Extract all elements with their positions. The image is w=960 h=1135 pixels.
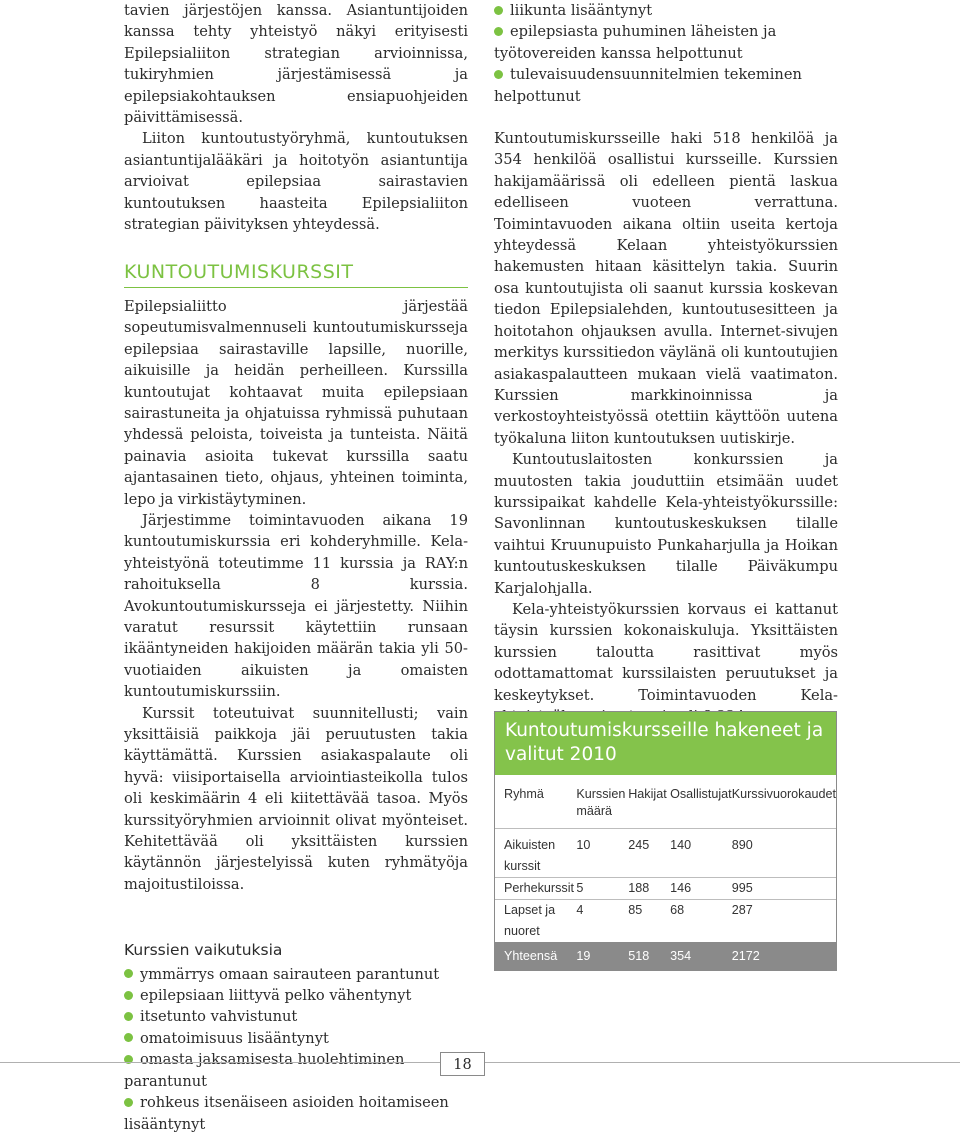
column-header: Kurssien määrä bbox=[576, 787, 626, 818]
cell-courses: 4 bbox=[576, 900, 628, 943]
right-column bbox=[494, 0, 838, 727]
bullet-dot-icon bbox=[124, 1033, 133, 1042]
list-item-text: epilepsiaan liittyvä pelko vähentynyt bbox=[140, 987, 412, 1005]
paragraph: Kuntoutumiskursseille haki 518 henkilöä ja 354 henkilöä osallistui kursseille. Kurssien hakijamäärissä oli edelleen pientä laskua edelliseen vuoteen verrattuna. Toimintavuoden aikana oltiin useita kertoja yhteydessä Kelaan yhteistyökurssien hakemusten hitaan käsittelyn takia. Suurin osa kuntoutujista oli saanut kurssia koskevan tiedon Epilepsialehden, kuntoutusesitteen ja hoitotahon ohjauksen avulla. Internet-sivujen merkitys kurssitiedon väylänä oli kuntoutujien asiakaspalautteen mukaan vielä vaatimaton. Kurssien markkinoinnissa ja verkostoyhteistyössä otettiin käyttöön uutena työkaluna liiton kuntoutuksen uutiskirje. bbox=[494, 130, 838, 447]
bullet-dot-icon bbox=[494, 27, 503, 36]
list-item-text: ymmärrys omaan sairauteen parantunut bbox=[140, 965, 440, 983]
paragraph: Kela-yhteistyökurssien korvaus ei kattanut täysin kurssien kokonaiskuluja. Yksittäisten kurssien taloutta rasittivat myös odottamattomat kurssilaisten peruutukset ja keskeytykset. Toimintavuoden Kela- bbox=[494, 600, 838, 704]
bullet-dot-icon bbox=[124, 1098, 133, 1107]
column-header: Ryhmä bbox=[504, 787, 544, 801]
cell-days: 2172 bbox=[732, 942, 836, 970]
list-item bbox=[124, 1092, 468, 1135]
cell-applicants: 188 bbox=[628, 878, 670, 900]
table-header-row bbox=[495, 775, 836, 829]
cell-group: Lapset ja nuoret bbox=[495, 900, 576, 943]
list-item bbox=[124, 1049, 468, 1092]
paragraph: Järjestimme toimintavuoden aikana 19 kuntoutumiskurssia eri kohderyhmille. Kela-yhteistyönä toteutimme 11 kurssia ja RAY:n rahoituksella 8 kurssia. Avokuntoutumiskursseja ei järjestetty. Niihin varatut resurssit käytettiin runsaan ikääntyneiden hakijoiden määrän takia yli 50-vuotiaiden aikuisten ja omaisten kuntoutumiskurssiin. bbox=[124, 511, 468, 701]
table-row bbox=[495, 900, 836, 943]
subheading: Kurssien vaikutuksia bbox=[124, 941, 283, 960]
list-item-text: rohkeus itsenäiseen asioiden hoitamiseen lisääntynyt bbox=[124, 1094, 449, 1133]
bullet-dot-icon bbox=[494, 70, 503, 79]
paragraph: tavien järjestöjen kanssa. Asiantuntijoiden kanssa tehty yhteistyö näkyi erityisesti Epilepsialiiton strategian arvioinnissa, tukiryhmien järjestämisessä ja epilepsiakohtauksen ensiapuohjeiden päivittämisessä. bbox=[124, 2, 468, 127]
spacer bbox=[494, 107, 838, 128]
cell-group: Perhekurssit bbox=[495, 878, 576, 900]
data-table bbox=[495, 775, 836, 970]
column-header: Kurssivuorokaudet bbox=[731, 787, 836, 801]
list-item bbox=[494, 21, 838, 64]
cell-group: Aikuisten kurssit bbox=[495, 829, 576, 878]
effects-list bbox=[124, 964, 468, 1135]
table-total-row bbox=[495, 942, 836, 970]
page-number: 18 bbox=[440, 1052, 485, 1076]
cell-courses: 5 bbox=[576, 878, 628, 900]
cell-courses: 19 bbox=[576, 942, 628, 970]
list-item bbox=[124, 964, 468, 985]
list-item-text: omatoimisuus lisääntynyt bbox=[140, 1029, 329, 1047]
cell-participants: 354 bbox=[670, 942, 732, 970]
column-header: Osallistujat bbox=[670, 787, 732, 801]
bullet-dot-icon bbox=[124, 991, 133, 1000]
list-item bbox=[124, 1006, 468, 1027]
cell-courses: 10 bbox=[576, 829, 628, 878]
list-item bbox=[494, 64, 838, 107]
list-item bbox=[124, 985, 468, 1006]
bullet-dot-icon bbox=[124, 1012, 133, 1021]
cell-applicants: 518 bbox=[628, 942, 670, 970]
cell-applicants: 245 bbox=[628, 829, 670, 878]
table-row bbox=[495, 878, 836, 900]
paragraph: Liiton kuntoutustyöryhmä, kuntoutuksen asiantuntijalääkäri ja hoitotyön asiantuntija arvioivat epilepsiaa sairastavien kuntoutuksen haasteita Epilepsialiiton strategian päivityksen yhteydessä. bbox=[124, 130, 468, 234]
list-item-text: itsetunto vahvistunut bbox=[140, 1008, 298, 1026]
table-row bbox=[495, 829, 836, 878]
section-heading: KUNTOUTUMISKURSSIT bbox=[124, 262, 468, 287]
table-title: Kuntoutumiskursseille hakeneet ja valitut 2010 bbox=[495, 712, 836, 775]
cell-days: 995 bbox=[732, 878, 836, 900]
paragraph: Kuntoutuslaitosten konkurssien ja muutosten takia jouduttiin etsimään uudet kurssipaikat kahdelle Kela-yhteistyökurssille: Savonlinnan kuntoutuskeskuksen tilalle vaihtui Kruunupuisto Punkaharjulla ja Hoikan kuntoutuskeskuksen tilalle Päiväkumpu Karjalohjalla. bbox=[494, 451, 838, 597]
cell-participants: 140 bbox=[670, 829, 732, 878]
cell-days: 287 bbox=[732, 900, 836, 943]
column-header: Hakijat bbox=[628, 787, 667, 801]
list-item bbox=[124, 1028, 468, 1049]
cell-applicants: 85 bbox=[628, 900, 670, 943]
list-item bbox=[494, 0, 838, 21]
effects-list-continued bbox=[494, 0, 838, 107]
list-item-text: liikunta lisääntynyt bbox=[510, 2, 653, 19]
cell-participants: 68 bbox=[670, 900, 732, 943]
course-applicants-table bbox=[494, 711, 837, 971]
cell-participants: 146 bbox=[670, 878, 732, 900]
cell-group: Yhteensä bbox=[495, 942, 576, 970]
cell-days: 890 bbox=[732, 829, 836, 878]
paragraph: Kurssit toteutuivat suunnitellusti; vain yksittäisiä paikkoja jäi peruutusten takia käyttämättä. Kurssien asiakaspalaute oli hyvä: viisiportaisella arviointiasteikolla tulos oli keskimäärin 4 eli kiitettävää tasoa. Myös kurssityöryhmien arvioinnit olivat myönteiset. Kehitettävää oli yksittäisten kurssien käytännön järjestelyissä kuten ryhmätyöja majoitustiloissa. bbox=[124, 704, 468, 893]
paragraph: Epilepsialiitto järjestää sopeutumisvalmennuseli kuntoutumiskursseja epilepsiaa sairastaville lapsille, nuorille, aikuisille ja heidän perheilleen. Kurssilla kuntoutujat kohtaavat muita epilepsiaan sairastuneita ja ohjatuissa ryhmissä puhutaan yhdessä peloista, toiveista ja tunteista. Näitä painavia asioita tukevat kurssilla saatu ajantasainen tieto, ohjaus, yhteinen toiminta, lepo ja virkistäytyminen. bbox=[124, 297, 468, 508]
list-item-text: omasta jaksamisesta huolehtiminen parantunut bbox=[124, 1051, 405, 1090]
bullet-dot-icon bbox=[494, 6, 503, 15]
left-column bbox=[124, 0, 468, 1135]
bullet-dot-icon bbox=[124, 969, 133, 978]
list-item-text: epilepsiasta puhuminen läheisten ja työtovereiden kanssa helpottunut bbox=[494, 23, 777, 62]
list-item-text: tulevaisuudensuunnitelmien tekeminen helpottunut bbox=[494, 66, 802, 105]
